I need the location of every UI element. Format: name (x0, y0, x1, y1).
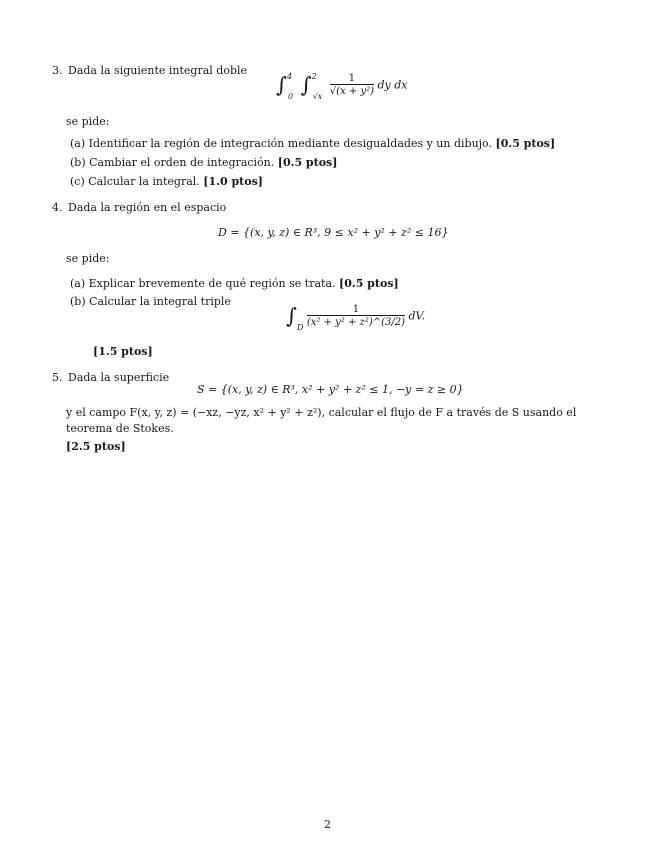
item-points: [0.5 ptos] (495, 137, 556, 150)
item-text: Identificar la región de integración mediante desigualdades y un dibujo. (88, 137, 492, 150)
item-label: (b) (70, 156, 86, 169)
item-a (70, 136, 555, 152)
exercise-number: 5. (52, 371, 63, 384)
inner-lower-limit: √x (312, 91, 323, 101)
integrand-numerator: 1 (352, 304, 360, 315)
item-text: Explicar brevemente de qué región se trata. (88, 277, 336, 290)
differential: dV. (408, 309, 426, 323)
integrand-numerator: 1 (348, 73, 356, 84)
item-label: (a) (70, 277, 86, 290)
exercise-number: 4. (52, 201, 63, 214)
integral-domain: D (296, 322, 304, 332)
item-label: (c) (70, 175, 85, 188)
integrand-denominator: (x² + y² + z²)^(3/2) (306, 317, 406, 328)
inner-upper-limit: 2 (311, 71, 317, 81)
exercise-statement: Dada la siguiente integral doble (68, 64, 248, 77)
item-a (70, 276, 399, 292)
exercise-4 (52, 200, 612, 365)
exercise-statement: Dada la superficie (68, 371, 170, 384)
item-b (70, 155, 337, 171)
outer-lower-limit: 0 (288, 91, 294, 101)
exercise-number: 3. (52, 64, 63, 77)
item-points: [1.0 ptos] (203, 175, 263, 188)
double-integral: ∫$^4_0$ ∫$^2_{√x}$ $\frac{1}{\text{√(x + y²)}}$ dy dx (276, 71, 408, 101)
item-points: [2.5 ptos] (66, 440, 126, 453)
item-text: Calcular la integral. (88, 175, 200, 188)
item-points: [1.5 ptos] (93, 345, 153, 358)
differentials: dy dx (377, 78, 408, 92)
se-pide: se pide: (66, 252, 110, 265)
integrand-fraction (330, 73, 374, 98)
item-text: Calcular la integral triple (89, 295, 231, 308)
item-text: Cambiar el orden de integración. (89, 156, 275, 169)
item-label: (b) (70, 295, 86, 308)
se-pide: se pide: (66, 115, 110, 128)
region-definition: D = {(x, y, z) ∈ R³, 9 ≤ x² + y² + z² ≤ 16} (218, 226, 449, 239)
item-label: (a) (70, 137, 86, 150)
item-b (70, 294, 231, 310)
triple-integral: $\int_D$ $\frac{1}{\text{(x² + y² + z²)\textasciicircum{}(3/2)}}$ dV. (286, 304, 426, 332)
exercise-5 (52, 370, 612, 460)
exercise-statement: Dada la región en el espacio (68, 201, 227, 214)
integrand-denominator: √(x + y²) (329, 86, 375, 97)
item-points: [0.5 ptos] (277, 156, 338, 169)
item-c (70, 174, 263, 190)
exercise-3 (52, 63, 612, 193)
outer-upper-limit: 4 (286, 71, 293, 81)
integrand-fraction (307, 304, 405, 329)
surface-definition: S = {(x, y, z) ∈ R³, x² + y² + z² ≤ 1, −y = z ≥ 0} (197, 383, 464, 396)
item-points: [0.5 ptos] (339, 277, 399, 290)
page-number: 2 (324, 818, 331, 831)
exercise-body: y el campo F(x, y, z) = (−xz, −yz, x² + y² + z²), calcular el flujo de F a través de S usando el teorema de Stokes. (66, 406, 577, 435)
